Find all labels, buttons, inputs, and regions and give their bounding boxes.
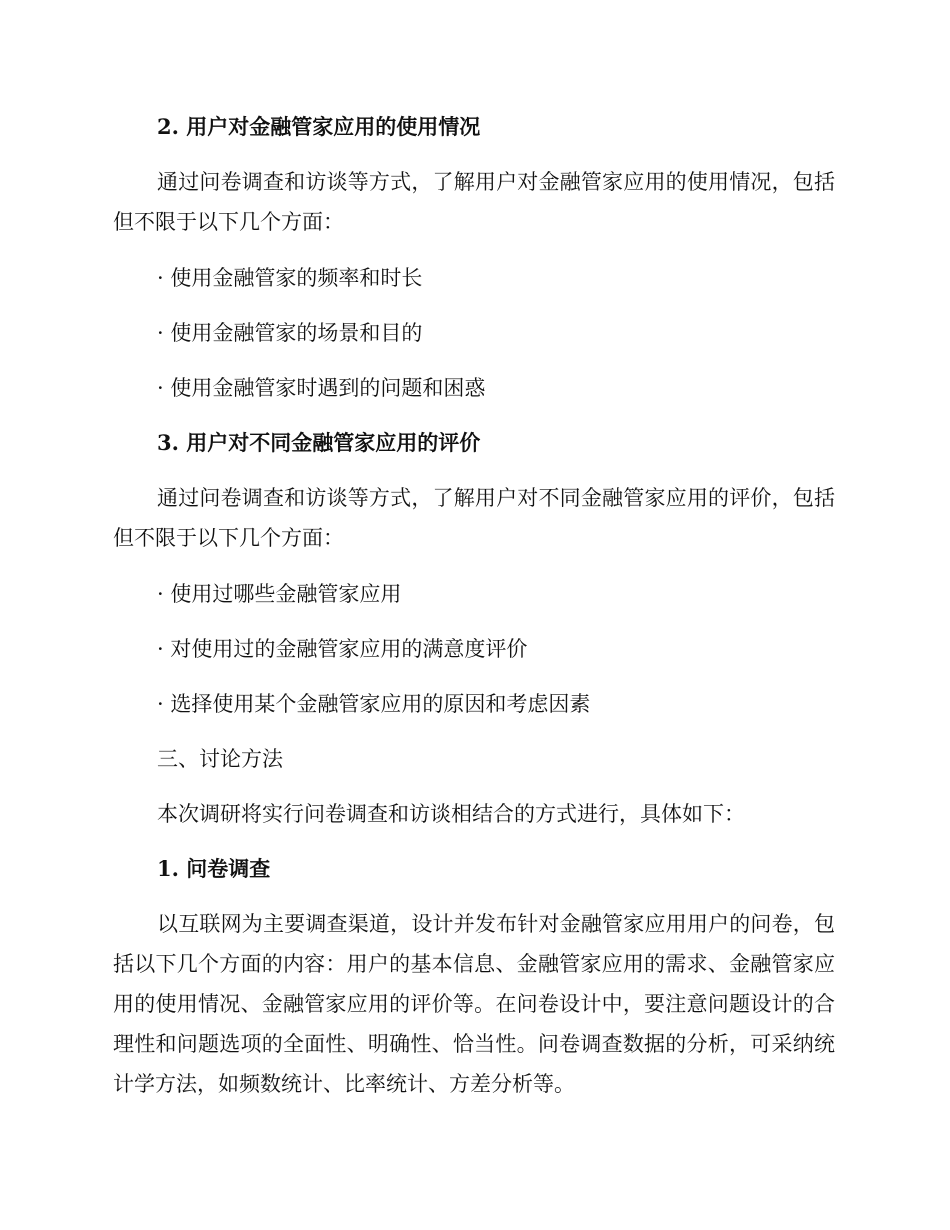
bullet-item-selection-reasons: · 选择使用某个金融管家应用的原因和考虑因素 xyxy=(157,692,591,716)
paragraph-evaluation-intro: 通过问卷调查和访谈等方式，了解用户对不同金融管家应用的评价，包括但不限于以下几个方面： xyxy=(113,486,835,550)
bullet-item-usage-problems: · 使用金融管家时遇到的问题和困惑 xyxy=(157,376,486,400)
bullet-item-usage-scenario: · 使用金融管家的场景和目的 xyxy=(157,321,423,345)
section-heading-evaluation: 3. 用户对不同金融管家应用的评价 xyxy=(157,430,481,455)
section-title-method: 三、讨论方法 xyxy=(157,747,283,771)
section-heading-questionnaire: 1. 问卷调查 xyxy=(157,856,271,881)
paragraph-questionnaire: 以互联网为主要调查渠道，设计并发布针对金融管家应用用户的问卷，包括以下几个方面的内容：用户的基本信息、金融管家应用的需求、金融管家应用的使用情况、金融管家应用的评价等。在问卷设计中，要注意问题设计的合理性和问题选项的全面性、明确性、恰当性。问卷调查数据的分析，可采纳统计学方法，如频数统计、比率统计、方差分析等。 xyxy=(113,912,835,1096)
paragraph-method-intro: 本次调研将实行问卷调查和访谈相结合的方式进行，具体如下： xyxy=(157,802,745,826)
bullet-item-satisfaction: · 对使用过的金融管家应用的满意度评价 xyxy=(157,637,528,661)
bullet-item-usage-frequency: · 使用金融管家的频率和时长 xyxy=(157,266,423,290)
section-heading-usage: 2. 用户对金融管家应用的使用情况 xyxy=(157,114,481,139)
bullet-item-apps-used: · 使用过哪些金融管家应用 xyxy=(157,582,402,606)
paragraph-usage-intro: 通过问卷调查和访谈等方式，了解用户对金融管家应用的使用情况，包括但不限于以下几个方面： xyxy=(113,170,835,234)
